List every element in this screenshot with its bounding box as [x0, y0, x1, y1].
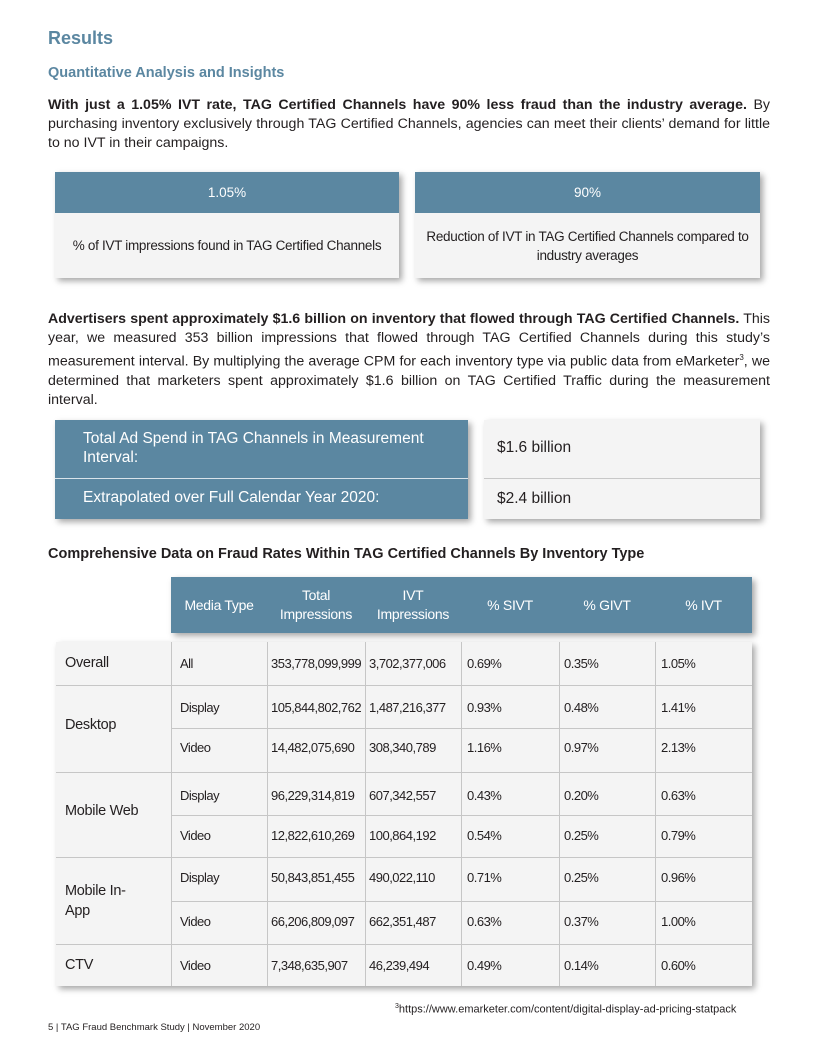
cell-media-type: Display: [180, 870, 220, 885]
cell-ivt: 1.05%: [661, 656, 696, 671]
cell-givt: 0.35%: [564, 656, 599, 671]
spend-row1-label: Total Ad Spend in TAG Channels in Measurement Interval:: [83, 430, 424, 466]
cell-media-type: All: [180, 656, 193, 671]
cell-givt: 0.25%: [564, 828, 599, 843]
spend-paragraph: [48, 310, 770, 410]
col-header-sivt: % SIVT: [487, 596, 533, 613]
group-label-mobile-web: Mobile Web: [65, 803, 139, 819]
cell-givt: 0.25%: [564, 870, 599, 885]
cell-total-impressions: 353,778,099,999: [271, 656, 362, 671]
col-divider: [559, 642, 560, 986]
footnote-ref: 3: [739, 353, 744, 362]
spend-text-a: This year, we measured 353 billion impressions that flowed through TAG Certified Channels during this study’s measurement interval. By multiplying the average CPM for each inventory type via public data from eMarketer: [48, 311, 770, 370]
group-label-desktop: Desktop: [65, 717, 117, 733]
cell-givt: 0.37%: [564, 914, 599, 929]
intro-paragraph: [48, 96, 770, 153]
intro-text: By purchasing inventory exclusively through TAG Certified Channels, agencies can meet their clients’ demand for little to no IVT in their campaigns.: [48, 97, 771, 151]
col-divider: [171, 642, 172, 986]
cell-ivt: 0.96%: [661, 870, 696, 885]
cell-total-impressions: 7,348,635,907: [271, 958, 348, 973]
group-label-overall: Overall: [65, 655, 109, 671]
cell-sivt: 1.16%: [467, 740, 502, 755]
cell-total-impressions: 50,843,851,455: [271, 870, 355, 885]
subsection-heading: Quantitative Analysis and Insights: [48, 65, 285, 81]
cell-media-type: Display: [180, 788, 220, 803]
stat-card-reduction: [415, 172, 760, 278]
cell-total-impressions: 66,206,809,097: [271, 914, 355, 929]
cell-ivt: 2.13%: [661, 740, 696, 755]
cell-ivt-impressions: 3,702,377,006: [369, 656, 446, 671]
cell-givt: 0.20%: [564, 788, 599, 803]
cell-media-type: Video: [180, 914, 211, 929]
cell-media-type: Video: [180, 828, 211, 843]
cell-media-type: Display: [180, 700, 220, 715]
spend-label-panel: [55, 420, 468, 519]
cell-total-impressions: 14,482,075,690: [271, 740, 355, 755]
cell-givt: 0.14%: [564, 958, 599, 973]
spend-row2-label: Extrapolated over Full Calendar Year 2020:: [83, 489, 380, 506]
cell-media-type: Video: [180, 958, 211, 973]
cell-ivt: 1.00%: [661, 914, 696, 929]
cell-total-impressions: 105,844,802,762: [271, 700, 362, 715]
cell-sivt: 0.43%: [467, 788, 502, 803]
col-header-ivt: % IVT: [685, 596, 722, 613]
divider: [55, 478, 468, 479]
intro-bold: With just a 1.05% IVT rate, TAG Certified Channels have 90% less fraud than the industry average.: [48, 97, 747, 113]
cell-ivt-impressions: 662,351,487: [369, 914, 436, 929]
col-divider: [461, 642, 462, 986]
cell-sivt: 0.71%: [467, 870, 502, 885]
cell-ivt-impressions: 100,864,192: [369, 828, 436, 843]
spend-row2-value: $2.4 billion: [497, 490, 572, 507]
stat-value: 1.05%: [55, 172, 399, 213]
stat-label: % of IVT impressions found in TAG Certified Channels: [72, 238, 382, 253]
row-divider: [56, 857, 752, 858]
cell-ivt-impressions: 607,342,557: [369, 788, 436, 803]
spend-value-panel: [484, 420, 760, 519]
cell-givt: 0.97%: [564, 740, 599, 755]
group-label-ctv: CTV: [65, 957, 94, 973]
data-table: [56, 642, 752, 986]
cell-ivt-impressions: 308,340,789: [369, 740, 436, 755]
cell-ivt: 0.63%: [661, 788, 696, 803]
cell-sivt: 0.69%: [467, 656, 502, 671]
stat-value: 90%: [415, 172, 760, 213]
row-divider: [56, 772, 752, 773]
cell-sivt: 0.93%: [467, 700, 502, 715]
stat-card-ivt-rate: [55, 172, 399, 278]
cell-ivt-impressions: 490,022,110: [369, 870, 435, 885]
cell-ivt: 0.60%: [661, 958, 696, 973]
col-header-ivt-impressions: IVT Impressions: [376, 587, 450, 622]
col-divider: [267, 642, 268, 986]
divider: [484, 478, 760, 479]
cell-ivt: 1.41%: [661, 700, 696, 715]
col-divider: [365, 642, 366, 986]
cell-ivt-impressions: 46,239,494: [369, 958, 430, 973]
footnote: [395, 1003, 736, 1016]
cell-sivt: 0.49%: [467, 958, 502, 973]
cell-media-type: Video: [180, 740, 211, 755]
footnote-marker: 3: [395, 1003, 399, 1010]
spend-row1-value: $1.6 billion: [497, 439, 572, 456]
col-header-total-impressions: Total Impressions: [279, 587, 353, 622]
cell-ivt-impressions: 1,487,216,377: [369, 700, 446, 715]
cell-sivt: 0.63%: [467, 914, 502, 929]
table-header: [171, 577, 752, 633]
row-divider: [56, 685, 752, 686]
cell-ivt: 0.79%: [661, 828, 696, 843]
stat-label: Reduction of IVT in TAG Certified Channels compared to industry averages: [426, 228, 749, 263]
cell-total-impressions: 96,229,314,819: [271, 788, 355, 803]
page-footer: 5 | TAG Fraud Benchmark Study | November 2020: [48, 1022, 261, 1033]
cell-total-impressions: 12,822,610,269: [271, 828, 355, 843]
cell-sivt: 0.54%: [467, 828, 502, 843]
section-heading: Results: [48, 28, 114, 48]
group-label-mobile-in-app: Mobile In-App: [65, 883, 126, 919]
spend-text-b: , we determined that marketers spent approximately $1.6 billion on TAG Certified Traffic during the measurement interval.: [48, 353, 770, 408]
row-divider: [56, 944, 752, 945]
cell-givt: 0.48%: [564, 700, 599, 715]
table-title: Comprehensive Data on Fraud Rates Within TAG Certified Channels By Inventory Type: [48, 546, 645, 562]
col-header-media-type: Media Type: [184, 596, 254, 613]
col-divider: [655, 642, 656, 986]
footnote-url[interactable]: https://www.emarketer.com/content/digital-display-ad-pricing-statpack: [398, 1003, 737, 1016]
col-header-givt: % GIVT: [583, 596, 631, 613]
spend-bold: Advertisers spent approximately $1.6 billion on inventory that flowed through TAG Certified Channels.: [48, 311, 740, 327]
